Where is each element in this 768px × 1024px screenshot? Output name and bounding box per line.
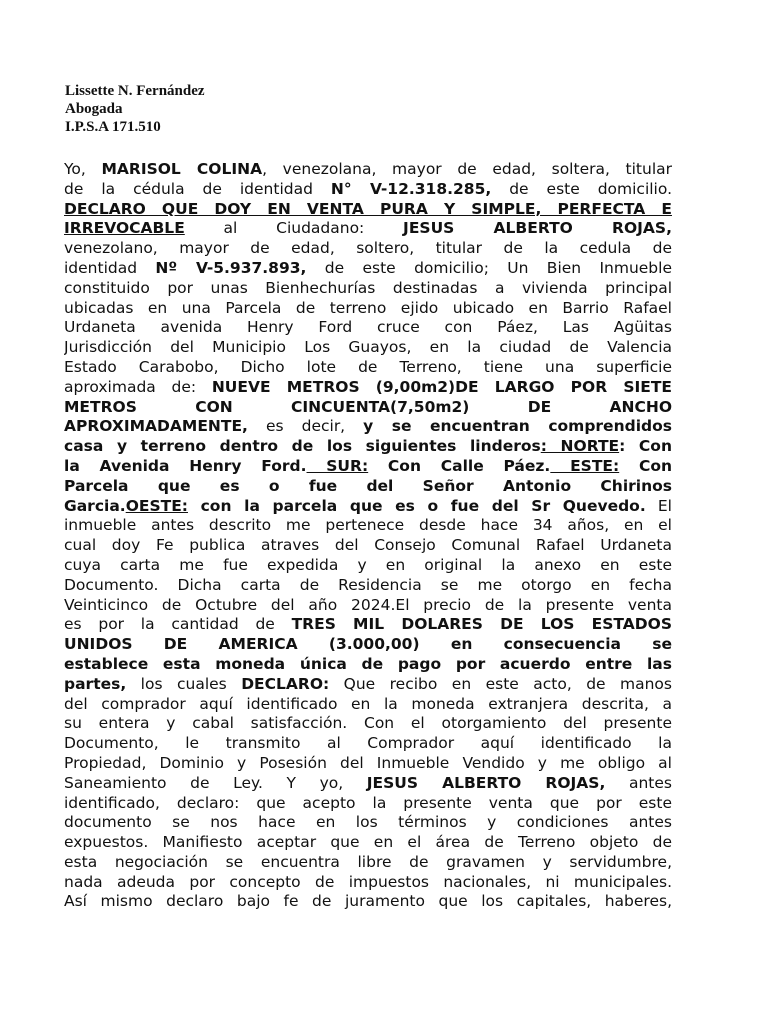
text-segment: ubicadas en una Parcela de terreno ejido ubicado en Barrio Rafael (64, 298, 672, 317)
text-segment: : Con (619, 437, 672, 456)
text-segment: Urdaneta avenida Henry Ford cruce con Páez, Las Agüitas (64, 318, 672, 337)
text-line (64, 219, 672, 239)
text-line (64, 794, 672, 814)
text-line (64, 417, 672, 437)
text-segment: constituido por unas Bienhechurías destinadas a vivienda principal (64, 278, 672, 297)
lawyer-name: Lissette N. Fernández (65, 83, 205, 99)
text-segment: es por la cantidad de (64, 615, 292, 634)
text-segment: establece esta moneda única de pago por acuerdo entre las (64, 654, 672, 673)
text-segment: APROXIMADAMENTE, (64, 417, 248, 436)
text-segment: es decir, (247, 417, 364, 436)
text-line (64, 576, 672, 596)
text-segment: al Ciudadano: (184, 219, 404, 238)
text-segment: Parcela que es o fue del Señor Antonio Chirinos (64, 476, 672, 495)
text-segment: NUEVE METROS (9,00m2)DE LARGO POR SIETE (211, 377, 672, 396)
text-segment: Documento, le transmito al Comprador aquí identificado la (64, 734, 672, 753)
text-segment: El (645, 496, 672, 515)
text-segment: Propiedad, Dominio y Posesión del Inmueble Vendido y me obligo al (64, 753, 672, 772)
text-segment: Nº V-5.937.893, (155, 258, 307, 277)
text-segment: de este domicilio. (491, 179, 672, 198)
text-line (64, 477, 672, 497)
text-line (64, 596, 672, 616)
text-line (64, 635, 672, 655)
text-line (64, 536, 672, 556)
text-segment: identificado, declaro: que acepto la presente venta que por este (64, 793, 672, 812)
text-segment: Garcia. (64, 496, 126, 515)
text-segment: casa y terreno dentro de los siguientes linderos (64, 437, 541, 456)
text-line (64, 516, 672, 536)
text-line (64, 615, 672, 635)
text-line (64, 457, 672, 477)
text-line (64, 754, 672, 774)
text-line (64, 299, 672, 319)
text-line (64, 279, 672, 299)
text-segment: : NORTE (540, 437, 620, 456)
text-line (64, 497, 672, 517)
text-segment: su entera y cabal satisfacción. Con el otorgamiento del presente (64, 714, 672, 733)
text-segment: , venezolana, mayor de edad, soltera, titular (262, 160, 672, 178)
text-segment: Yo, (64, 160, 102, 178)
text-segment: la Avenida Henry Ford. (64, 456, 307, 475)
text-line (64, 437, 672, 457)
text-line (64, 714, 672, 734)
text-segment: METROS CON CINCUENTA(7,50m2) DE ANCHO (64, 397, 672, 416)
text-segment: aproximada de: (64, 377, 212, 396)
text-segment: SUR: (306, 456, 369, 475)
text-line (64, 259, 672, 279)
text-line (64, 813, 672, 833)
text-line (64, 239, 672, 259)
text-line (64, 398, 672, 418)
text-segment: Así mismo declaro bajo fe de juramento que los capitales, haberes, (64, 892, 672, 911)
text-line (64, 734, 672, 754)
text-segment: y se encuentran comprendidos (363, 417, 672, 436)
text-segment: JESUS ALBERTO ROJAS, (403, 219, 672, 238)
text-segment: Estado Carabobo, Dicho lote de Terreno, tiene una superficie (64, 357, 672, 376)
text-segment: Veinticinco de Octubre del año 2024.El precio de la presente venta (64, 595, 672, 614)
text-segment: cuya carta me fue expedida y en original la anexo en este (64, 555, 672, 574)
text-line (64, 655, 672, 675)
text-line (64, 892, 672, 912)
text-segment: de este domicilio; Un Bien Inmueble (306, 258, 672, 277)
text-segment: N° V-12.318.285, (330, 179, 492, 198)
document-body (64, 160, 672, 912)
text-line (64, 853, 672, 873)
text-segment: inmueble antes descrito me pertenece desde hace 34 años, en el (64, 516, 672, 535)
text-segment: Con (619, 456, 672, 475)
text-segment: los cuales (126, 674, 242, 693)
text-segment: esta negociación se encuentra libre de gravamen y servidumbre, (64, 852, 672, 871)
text-segment: venezolano, mayor de edad, soltero, titular de la cedula de (64, 239, 672, 258)
text-segment: nada adeuda por concepto de impuestos nacionales, ni municipales. (64, 872, 672, 891)
text-line (64, 378, 672, 398)
text-segment: antes (605, 773, 672, 792)
text-line (64, 675, 672, 695)
text-segment: cual doy Fe publica atraves del Consejo Comunal Rafael Urdaneta (64, 536, 672, 555)
text-segment: ESTE: (550, 456, 620, 475)
text-segment: IRREVOCABLE (64, 219, 185, 238)
text-segment: con la parcela que es o fue del Sr Quevedo. (187, 496, 646, 515)
text-segment: Saneamiento de Ley. Y yo, (64, 773, 367, 792)
text-segment: JESUS ALBERTO ROJAS, (366, 773, 606, 792)
lawyer-ipsa-number: I.P.S.A 171.510 (65, 119, 161, 135)
text-segment: identidad (64, 258, 156, 277)
text-line (64, 318, 672, 338)
text-segment: documento se nos hace en los términos y condiciones antes (64, 813, 672, 832)
text-line (64, 873, 672, 893)
text-segment: Jurisdicción del Municipio Los Guayos, en la ciudad de Valencia (64, 338, 672, 357)
text-segment: TRES MIL DOLARES DE LOS ESTADOS (291, 615, 672, 634)
text-segment: Que recibo en este acto, de manos (329, 674, 672, 693)
text-segment: UNIDOS DE AMERICA (3.000,00) en consecuencia se (64, 635, 672, 654)
lawyer-title: Abogada (65, 101, 123, 117)
text-segment: DECLARO: (241, 674, 330, 693)
text-segment: del comprador aquí identificado en la moneda extranjera descrita, a (64, 694, 672, 713)
text-segment: OESTE: (125, 496, 188, 515)
text-line (64, 833, 672, 853)
text-line (64, 180, 672, 200)
text-line (64, 338, 672, 358)
text-line (64, 160, 672, 180)
text-segment: Con Calle Páez. (368, 456, 551, 475)
text-segment: DECLARO QUE DOY EN VENTA PURA Y SIMPLE, PERFECTA E (64, 199, 672, 218)
text-line (64, 358, 672, 378)
text-line (64, 556, 672, 576)
text-segment: de la cédula de identidad (64, 179, 331, 198)
text-segment: Documento. Dicha carta de Residencia se me otorgo en fecha (64, 575, 672, 594)
text-segment: expuestos. Manifiesto aceptar que en el área de Terreno objeto de (64, 833, 672, 852)
letterhead (65, 82, 205, 136)
text-line (64, 200, 672, 220)
text-segment: MARISOL COLINA (101, 160, 263, 178)
text-line (64, 774, 672, 794)
text-line (64, 695, 672, 715)
text-segment: partes, (64, 674, 127, 693)
